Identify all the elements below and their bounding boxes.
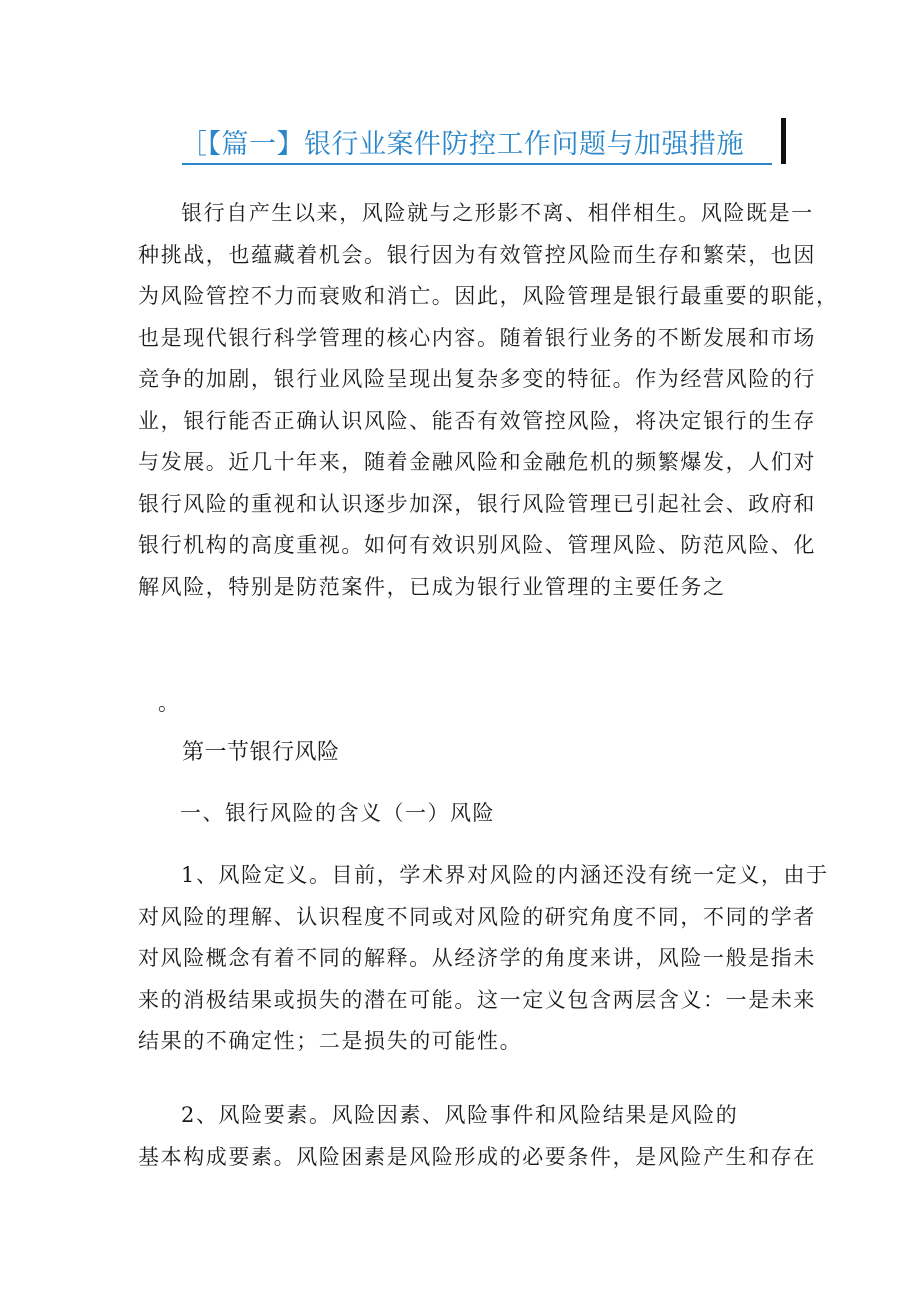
paragraph-line: 银行风险的重视和认识逐步加深，银行风险管理已引起社会、政府和 xyxy=(138,491,816,516)
paragraph-line: 也是现代银行科学管理的核心内容。随着银行业务的不断发展和市场 xyxy=(138,325,816,350)
document-title: ［【篇一】银行业案件防控工作问题与加强措施 xyxy=(180,129,744,160)
paragraph-line: 为风险管控不力而衰败和消亡。因此，风险管理是银行最重要的职能， xyxy=(138,284,839,308)
intro-tail-punctuation: 。 xyxy=(158,691,179,715)
paragraph-line: 对风险概念有着不同的解释。从经济学的角度来讲，风险一般是指未 xyxy=(138,946,816,970)
paragraph-line: 1、风险定义。目前，学术界对风险的内涵还没有统一定义，由于 xyxy=(181,863,829,887)
paragraph-risk-definition xyxy=(138,855,829,1063)
paragraph-line: 银行机构的高度重视。如何有效识别风险、管理风险、防范风险、化 xyxy=(138,533,816,557)
text-cursor-bar xyxy=(781,118,786,164)
intro-paragraph xyxy=(138,193,839,608)
paragraph-risk-elements xyxy=(138,1095,816,1178)
paragraph-line: 业，银行能否正确认识风险、能否有效管控风险，将决定银行的生存 xyxy=(138,408,816,433)
paragraph-line: 与发展。近几十年来，随着金融风险和金融危机的频繁爆发，人们对 xyxy=(138,450,816,474)
paragraph-line: 银行自产生以来，风险就与之形影不离、相伴相生。风险既是一 xyxy=(181,201,814,225)
paragraph-line: 竞争的加剧，银行业风险呈现出复杂多变的特征。作为经营风险的行 xyxy=(138,367,816,391)
document-title-row xyxy=(180,118,790,166)
paragraph-line: 结果的不确定性；二是损失的可能性。 xyxy=(138,1029,523,1053)
paragraph-line: 解风险，特别是防范案件，已成为银行业管理的主要任务之 xyxy=(138,574,726,599)
section-heading: 第一节银行风险 xyxy=(182,740,340,765)
subsection-heading: 一、银行风险的含义（一）风险 xyxy=(180,801,495,825)
paragraph-line: 对风险的理解、认识程度不同或对风险的研究角度不同，不同的学者 xyxy=(138,904,816,929)
paragraph-line: 种挑战，也蕴藏着机会。银行因为有效管控风险而生存和繁荣，也因 xyxy=(138,242,816,267)
title-underline xyxy=(182,163,772,165)
paragraph-line: 2、风险要素。风险因素、风险事件和风险结果是风险的 xyxy=(181,1103,739,1127)
paragraph-line: 基本构成要素。风险困素是风险形成的必要条件，是风险产生和存在 xyxy=(138,1144,816,1169)
paragraph-line: 来的消极结果或损失的潜在可能。这一定义包含两层含义：一是未来 xyxy=(138,987,816,1012)
